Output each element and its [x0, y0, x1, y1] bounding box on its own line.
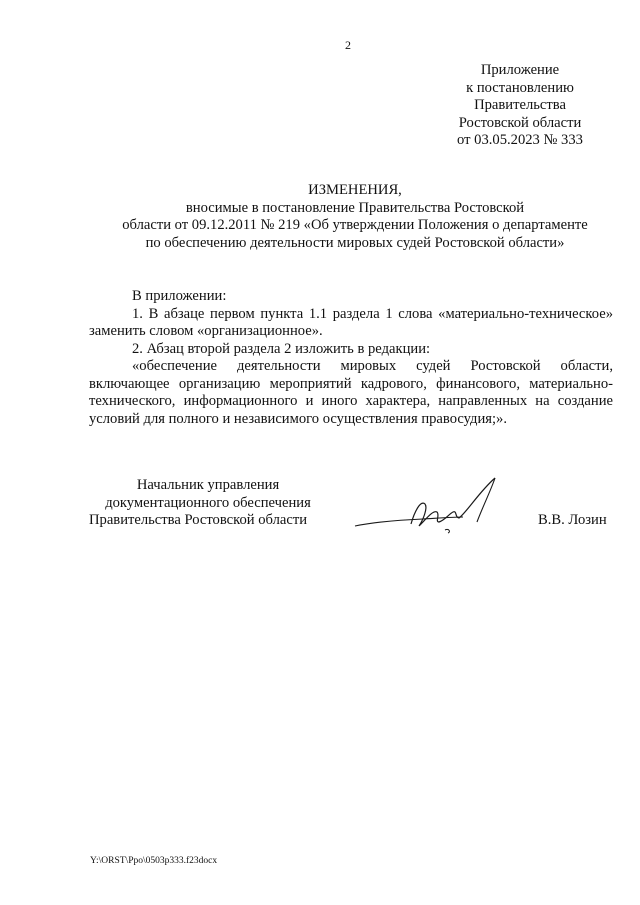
- appendix-line: Ростовской области: [458, 114, 582, 131]
- title-line: вносимые в постановление Правительства Ростовской: [185, 199, 525, 216]
- appendix-line: от 03.05.2023 № 333: [457, 132, 583, 148]
- title-line: по обеспечению деятельности мировых судей Ростовской области»: [145, 234, 565, 251]
- signer-position-line: документационного обеспечения: [105, 494, 311, 511]
- signer-name: В.В. Лозин: [538, 512, 607, 528]
- handwritten-signature: [345, 470, 505, 550]
- appendix-line: к постановлению: [466, 79, 574, 96]
- footer-file-path: Y:\ORST\Ppo\0503p333.f23docx: [90, 856, 218, 866]
- appendix-line: Правительства: [474, 97, 566, 113]
- body-paragraph: 1. В абзаце первом пункта 1.1 раздела 1 слова «материально-техническое» заменить словом «организационное».: [89, 305, 613, 339]
- document-body: [89, 288, 613, 428]
- page-number: 2: [345, 38, 351, 52]
- signer-position-line: Начальник управления: [136, 477, 280, 493]
- body-paragraph: «обеспечение деятельности мировых судей Ростовской области, включающее организацию мероприятий кадрового, финансового, материально-технического, информационного и иного характера, направленных на создание условий для полного и независимого осуществления правосудия;».: [89, 358, 613, 427]
- signer-position: [88, 477, 328, 530]
- signer-position-line: Правительства Ростовской области: [88, 512, 308, 528]
- appendix-line: Приложение: [480, 62, 560, 78]
- title-heading: ИЗМЕНЕНИЯ,: [308, 182, 402, 198]
- appendix-header: [440, 62, 600, 150]
- body-paragraph: 2. Абзац второй раздела 2 изложить в редакции:: [132, 340, 431, 357]
- title-line: области от 09.12.2011 № 219 «Об утверждении Положения о департаменте: [122, 217, 588, 233]
- body-paragraph: В приложении:: [132, 288, 227, 304]
- document-title: [60, 182, 640, 252]
